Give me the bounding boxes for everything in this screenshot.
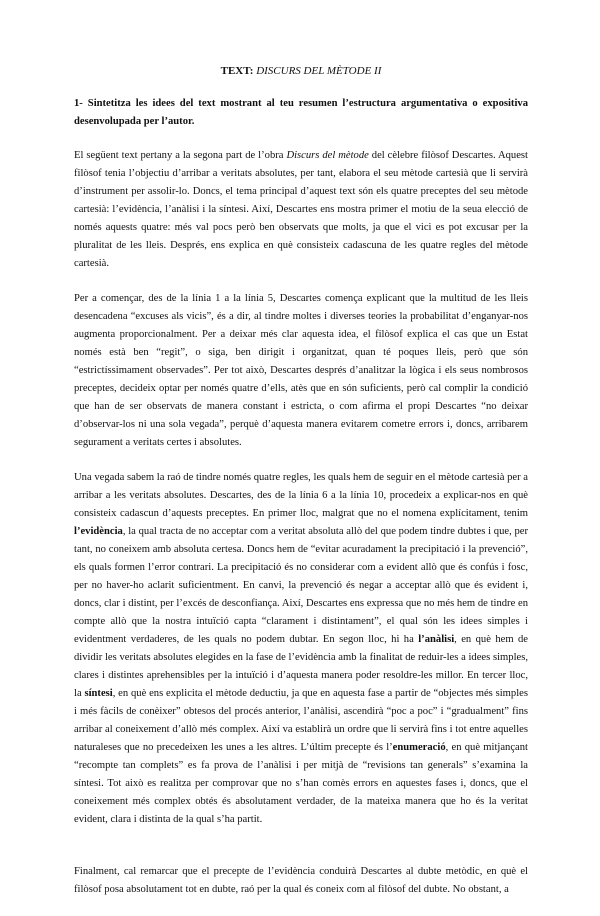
paragraph-1 (74, 147, 528, 273)
paragraph-3-text-e: , en què hem de dividir les veritats absolutes elegides en la fase de l’evidència amb la finalitat de reduir-les a idees simples, clares i distintes aprehensibles per la intuïció i d’aquesta manera poder resoldre-les millor. En tercer lloc, la (74, 634, 528, 699)
paragraph-4: Finalment, cal remarcar que el precepte de l’evidència conduirà Descartes al dubte metòdic, en què el filòsof posa absolutament tot en dubte, raó per la qual és coneix com al filòsof del dubte. No obstant, a (74, 866, 528, 895)
paragraph-3-text-g: , en què ens explicita el mètode deductiu, ja que en aquesta fase a partir de “objectes més simples i més fàcils de conèixer” obtesos del procés anterior, l’anàlisi, ascendirà “poc a poc” i “gradualment” fins arribar al coneixement d’allò més complex. Així va establirà un ordre que li servirà fins i tot entre aquelles naturaleses que no precedeixen les unes a les altres. L’últim precepte és l’ (74, 688, 528, 753)
paragraph-2: Per a començar, des de la línia 1 a la línia 5, Descartes comença explicant que la multitud de les lleis desencadena “excuses als vicis”, és a dir, al tindre moltes i diverses teories la probabilitat d’enganyar-nos augmenta proporcionalment. Per a deixar més clar aquesta idea, el filòsof explica el cas que un Estat només està ben “regit”, o siga, ben dirigit i organitzat, quan té poques lleis, però que són “estrictíssimament observades”. Per tot això, Descartes després d’analitzar la lògica i els seus nombrosos preceptes, decideix optar per només quatre d’ells, atès que en són suficients, però cal complir la condició que han de ser observats de manera constant i estricta, o com afirma el propi Descartes “no deixar d’observar-los ni una sola vegada”, perquè d’aquesta manera evitarem cometre errors i, doncs, arribarem segurament a veritats certes i absolutes. (74, 293, 528, 448)
document-page (74, 62, 528, 916)
question-heading: 1- Sintetitza les idees del text mostrant al teu resumen l’estructura argumentativa o expositiva desenvolupada per l’autor. (74, 98, 528, 127)
book-title: Discurs del mètode (286, 150, 369, 161)
term-enumeracio: enumeració (392, 742, 446, 753)
paragraph-3-text-c: , la qual tracta de no acceptar com a veritat absoluta allò del que podem tindre dubtes i que, per tant, no coneixem amb absoluta certesa. Doncs hem de “evitar acuradament la precipitació i la prevenció”, els quals formen l’error contrari. La precipitació és no considerar com a evident allò que és confús i fosc, per no haver-ho aclarit suficientment. En canvi, la prevenció és negar a acceptar allò que és evident i, doncs, clar i distint, per l’excés de desconfiança. Així, Descartes ens expressa que no més hem de tindre en compte allò que la nostra intuïció capta “clarament i distintament”, el qual són les idees simples i evidentment verdaderes, de les quals no podem dubtar. En segon lloc, hi ha (74, 526, 528, 645)
paragraph-3 (74, 469, 528, 829)
paragraph-3-text-a: Una vegada sabem la raó de tindre només quatre regles, les quals hem de seguir en el mètode cartesià per a arribar a les veritats absolutes. Descartes, des de la línia 6 a la línia 10, procedeix a explicar-nos en què consisteix cadascun d’aquests preceptes. En primer lloc, malgrat que no el nomena explícitament, tenim (74, 472, 528, 519)
paragraph-1-text-c: del cèlebre filòsof Descartes. Aquest filòsof tenia l’objectiu d’arribar a veritats absolutes, per tant, elabora el seu mètode cartesià que li servirà d’instrument per assolir-lo. Doncs, el tema principal d’aquest text són els quatre preceptes del seu mètode cartesià: l’evidència, l’anàlisi i la síntesi. Així, Descartes ens mostra primer el motiu de la seua elecció de només aquests quatre: més val pocs però ben observats que molts, ja que el vici es pot excusar per la pluralitat de les lleis. Després, ens explica en què consisteix cadascuna de les quatre regles del mètode cartesià. (74, 150, 528, 269)
term-sintesi: síntesi (84, 688, 113, 699)
paragraph-1-text-a: El següent text pertany a la segona part de l’obra (74, 150, 287, 161)
title-work: DISCURS DEL MÈTODE II (256, 65, 382, 77)
paragraph-3-text-i: , en què mitjançant “recompte tan complets” es fa prova de l’anàlisi i per mitjà de “revisions tan generals” s’examina la síntesi. Tot això es realitza per comprovar que no s’han comès errors en aquestes fases i, doncs, que el coneixement més complex obtés és absolutament verdader, de la mateixa manera que ho és la veritat evident, clara i distinta de la qual s’ha partit. (74, 742, 528, 825)
title-prefix: TEXT: (220, 65, 257, 77)
term-analisi: l’anàlisi (418, 634, 455, 645)
term-evidencia: l’evidència (74, 526, 123, 537)
document-title (74, 62, 528, 80)
